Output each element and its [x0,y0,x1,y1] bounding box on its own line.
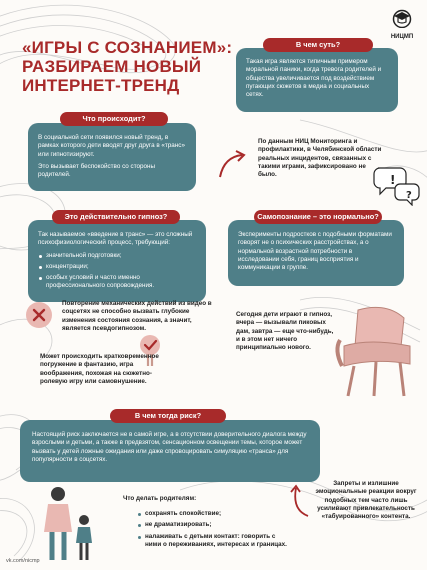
logo [387,8,417,44]
happening-text-2: Это вызывает беспокойство со стороны родителей. [38,162,156,179]
essence-box [236,48,398,112]
monitoring-note: По данным НИЦ Мониторинга и профилактики, в Челябинской области реальных инцидентов, связанных с такими играми, зафиксировано не было. [258,138,382,179]
risk-box [20,420,320,482]
cross-icon [24,300,54,330]
logo-text: НИЦМП [390,34,414,40]
essence-text: Такая игра является типичным примером моральной паники, когда тревога родителей и общества увеличивается под воздействием пугающих сюжетов в медиа и социальных сетях. [246,58,382,99]
arrow-icon [212,145,252,185]
parents-list [137,510,287,552]
graduation-cap-icon [391,8,413,28]
list-item: особых условий и часто именно профессионального сопровождения. [38,274,196,291]
footer-link[interactable]: vk.com/nicmp [6,558,40,564]
immersion-note: Может происходить кратковременное погружение в фантазию, игра воображения, похожая на сюжетно-ролевую игру или самовнушение. [40,353,159,385]
svg-text:!: ! [390,173,396,187]
risk-heading: В чем тогда риск? [110,409,226,423]
parent-child-illustration [28,484,108,564]
hypnosis-intro: Так называемое «введение в транс» — это сложный психофизиологический процесс, требующий: [38,231,193,247]
list-item: значительной подготовки; [38,252,196,260]
happening-heading: Что происходит? [60,112,168,126]
self-knowledge-heading: Самопознание – это нормально? [254,210,382,224]
parents-heading: Что делать родителям: [123,495,197,502]
happening-box [28,123,196,191]
essence-heading: В чем суть? [263,38,373,52]
list-item: концентрации; [38,263,196,271]
armchair-illustration [330,300,416,400]
risk-text: Настоящий риск заключается не в самой игре, а в отсутствии доверительного диалога между взрослыми и детьми, а также в предвзятом, сенсационном освещении темы, которое может вызвать у детей ложные ожидания или даже спровоцировать симуляцию «транса» для популярности в соцсетях. [32,431,307,463]
list-item: не драматизировать; [137,521,287,529]
exclamation-bubbles-icon [372,160,422,206]
self-knowledge-box [228,220,404,286]
curved-arrow-icon [288,480,312,520]
bans-note: Запреты и излишние эмоциональные реакции вокруг подобных тем часто лишь усиливают привлекательность «табуированного» контента. [315,480,417,521]
repeat-note: Повторение механических действий из видео в соцсетях не способно вызвать глубокие изменения состояния сознания, а значит, является псевдогипнозом. [62,300,212,332]
list-item: налаживать с детьми контакт: говорить с ними о переживаниях, интересах и границах. [137,533,287,550]
happening-text-1: В социальной сети появился новый тренд, в рамках которого дети вводят друг друга в «транс» или гипнотизируют. [38,134,185,158]
today-note: Сегодня дети играют в гипноз, вчера — вызывали пиковых дам, завтра — еще что-нибудь, и в этом нет ничего принципиально нового. [236,311,334,352]
self-knowledge-text: Эксперименты подростков с подобными форматами говорят не о психических расстройствах, а о нормальной возрастной потребности в исследовании себя, границ восприятия и коммуникации в группе. [238,231,392,272]
page-title: «ИГРЫ С СОЗНАНИЕМ»: РАЗБИРАЕМ НОВЫЙ ИНТЕРНЕТ-ТРЕНД [22,38,233,95]
hypnosis-heading: Это действительно гипноз? [52,210,180,224]
hypnosis-list [38,252,196,291]
svg-text:?: ? [406,190,412,201]
list-item: сохранять спокойствие; [137,510,287,518]
hypnosis-box [28,220,206,302]
